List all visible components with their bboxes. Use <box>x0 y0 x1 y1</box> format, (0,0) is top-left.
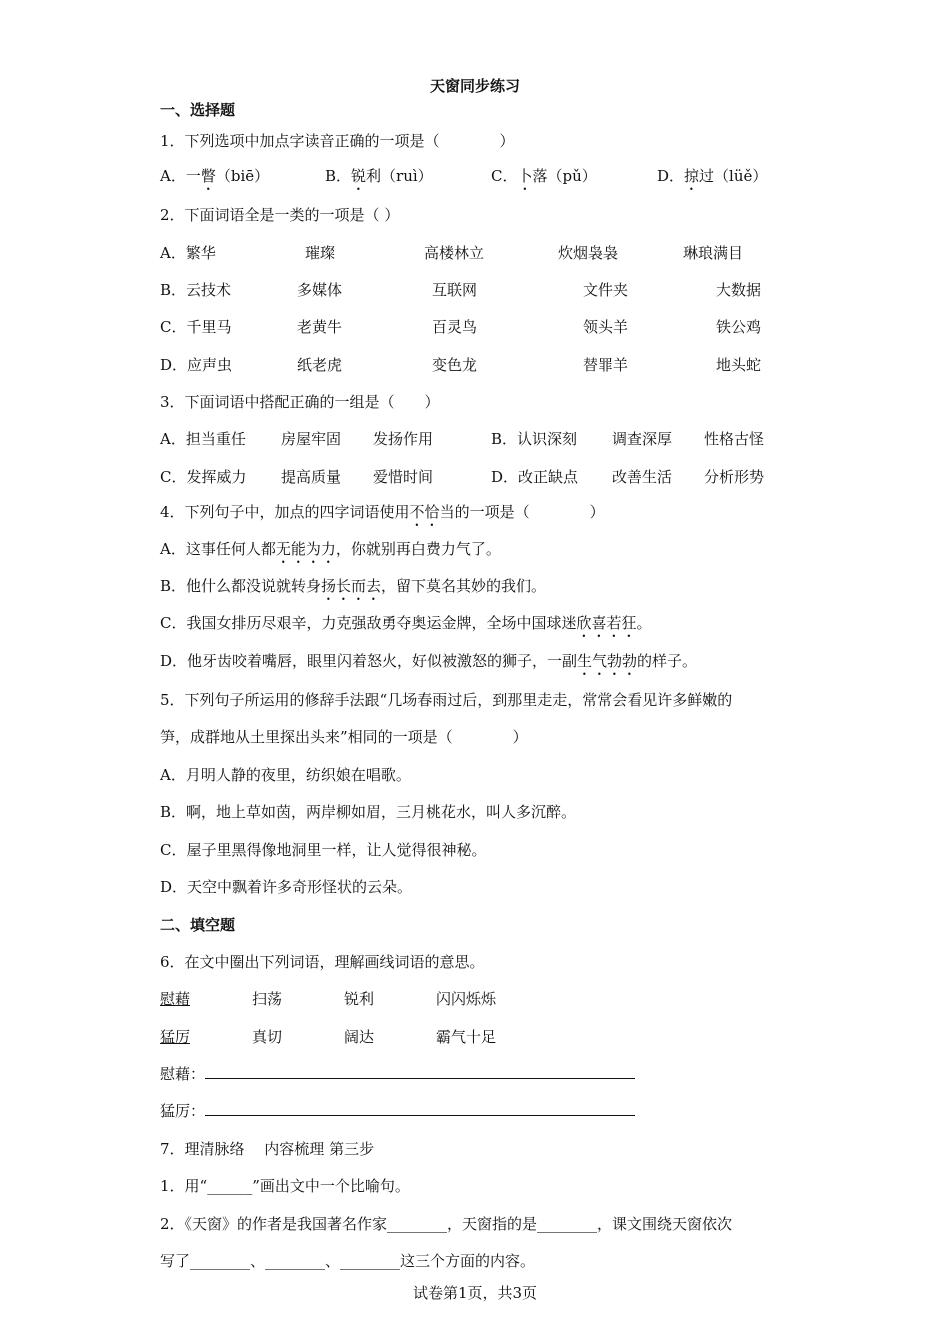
q2-row-d-col4: 替罪羊 <box>583 356 629 374</box>
stem-text: 当的一项是（ ） <box>439 503 605 521</box>
question-1-option-a <box>160 166 269 194</box>
q2-row-c-col5: 铁公鸡 <box>716 318 762 336</box>
option-text: （biē） <box>215 167 270 185</box>
q3-row-2-col4: D．改正缺点 <box>491 468 579 486</box>
option-text: ，你就别再白费力气了。 <box>335 540 501 558</box>
dotted-text: 不恰 <box>409 503 440 521</box>
q2-row-a-col5: 琳琅满目 <box>683 244 744 262</box>
option-text: 利（ruì） <box>366 167 433 185</box>
q2-row-c-col2: 老黄牛 <box>297 318 343 336</box>
question-3-stem: 3．下面词语中搭配正确的一组是（ ） <box>160 393 440 411</box>
q2-row-a-col2: 璀璨 <box>305 244 336 262</box>
dotted-char: 锐 <box>351 167 367 185</box>
q2-row-d-col1: D．应声虫 <box>160 356 233 374</box>
q2-row-a-col3: 高楼林立 <box>424 244 485 262</box>
q3-row-2-col6: 分析形势 <box>704 468 765 486</box>
q2-row-c-col1: C．千里马 <box>160 318 232 336</box>
q6-word: 真切 <box>252 1028 283 1046</box>
q3-row-2-col2: 提高质量 <box>281 468 342 486</box>
q2-row-a-col4: 炊烟袅袅 <box>558 244 619 262</box>
question-1-stem: 1．下列选项中加点字读音正确的一项是（ ） <box>160 132 515 150</box>
q6-word: 扫荡 <box>252 990 283 1008</box>
q3-row-1-col6: 性格古怪 <box>704 430 765 448</box>
page-title: 天窗同步练习 <box>429 77 520 95</box>
dotted-char: 掠 <box>684 167 700 185</box>
option-text: ，留下莫名其妙的我们。 <box>381 577 547 595</box>
question-4-option-a <box>160 539 501 567</box>
q2-row-b-col1: B．云技术 <box>160 281 232 299</box>
q3-row-2-col5: 改善生活 <box>612 468 673 486</box>
section-heading-choice: 一、选择题 <box>160 101 236 119</box>
q2-row-c-col3: 百灵鸟 <box>432 318 478 336</box>
option-text: 的样子。 <box>637 652 698 670</box>
q6-word: 闪闪烁烁 <box>436 990 497 1008</box>
answer-blank[interactable] <box>205 1101 635 1116</box>
answer-label: 猛厉： <box>160 1102 206 1120</box>
q2-row-b-col2: 多媒体 <box>297 281 343 299</box>
q2-row-c-col4: 领头羊 <box>583 318 629 336</box>
q2-row-b-col3: 互联网 <box>432 281 478 299</box>
option-text: C． <box>491 167 518 185</box>
question-5-option-d: D．天空中飘着许多奇形怪状的云朵。 <box>160 878 413 896</box>
question-4-option-c <box>160 613 652 641</box>
option-text: C．我国女排历尽艰辛，力克强敌勇夺奥运金牌，全场中国球迷 <box>160 614 577 632</box>
q6-word: 阔达 <box>344 1028 375 1046</box>
q3-row-1-col3: 发扬作用 <box>373 430 434 448</box>
option-text: 落（pǔ） <box>532 167 597 185</box>
q3-row-1-col4: B．认识深刻 <box>491 430 578 448</box>
q6-word-underlined-2: 猛厉 <box>160 1028 191 1046</box>
question-7-stem: 7．理清脉络 内容梳理 第三步 <box>160 1140 375 1158</box>
page-footer: 试卷第1页，共3页 <box>412 1284 538 1302</box>
question-7-sub-1: 1．用“______”画出文中一个比喻句。 <box>160 1177 410 1195</box>
question-1-option-c <box>491 166 597 194</box>
q3-row-1-col5: 调查深厚 <box>612 430 673 448</box>
option-text: B．他什么都没说就转身 <box>160 577 322 595</box>
answer-label: 慰藉： <box>160 1065 206 1083</box>
question-1-option-b <box>325 166 433 194</box>
question-5-stem-line2: 笋，成群地从土里探出头来”相同的一项是（ ） <box>160 728 528 746</box>
q6-word: 霸气十足 <box>436 1028 497 1046</box>
q2-row-a-col1: A．繁华 <box>160 244 216 262</box>
question-5-stem-line1: 5．下列句子所运用的修辞手法跟“几场春雨过后，到那里走走，常常会看见许多鲜嫩的 <box>160 691 733 709</box>
q2-row-d-col5: 地头蛇 <box>716 356 762 374</box>
option-text: 。 <box>636 614 652 632</box>
question-4-option-b <box>160 576 546 604</box>
q3-row-1-col1: A．担当重任 <box>160 430 246 448</box>
question-6-stem: 6．在文中圈出下列词语，理解画线词语的意思。 <box>160 953 485 971</box>
question-5-option-a: A．月明人静的夜里，纺织娘在唱歌。 <box>160 766 411 784</box>
option-text: D．他牙齿咬着嘴唇，眼里闪着怒火，好似被激怒的狮子，一副 <box>160 652 578 670</box>
question-4-option-d <box>160 651 697 679</box>
question-5-option-c: C．屋子里黑得像地洞里一样，让人觉得很神秘。 <box>160 841 487 859</box>
q3-row-2-col3: 爱惜时间 <box>373 468 434 486</box>
question-7-sub-2-line2: 写了________、________、________这三个方面的内容。 <box>160 1252 536 1270</box>
q3-row-1-col2: 房屋牢固 <box>281 430 342 448</box>
question-2-stem: 2．下面词语全是一类的一项是（ ） <box>160 206 400 224</box>
q6-answer-line-1 <box>160 1064 635 1084</box>
stem-text: 4．下列句子中，加点的四字词语使用 <box>160 503 410 521</box>
dotted-idiom: 扬长而去 <box>321 577 382 595</box>
question-1-option-d <box>657 166 767 194</box>
option-text: A．这事任何人都 <box>160 540 276 558</box>
option-text: D． <box>657 167 685 185</box>
option-text: 过（lüě） <box>699 167 768 185</box>
answer-blank[interactable] <box>205 1064 635 1079</box>
question-5-option-b: B．啊，地上草如茵，两岸柳如眉，三月桃花水，叫人多沉醉。 <box>160 803 577 821</box>
q2-row-d-col2: 纸老虎 <box>297 356 343 374</box>
dotted-idiom: 欣喜若狂 <box>576 614 637 632</box>
q3-row-2-col1: C．发挥威力 <box>160 468 247 486</box>
q2-row-b-col5: 大数据 <box>716 281 762 299</box>
option-text: B． <box>325 167 352 185</box>
q6-word-underlined-1: 慰藉 <box>160 990 191 1008</box>
dotted-char: 卜 <box>517 167 533 185</box>
dotted-idiom: 无能为力 <box>275 540 336 558</box>
q2-row-b-col4: 文件夹 <box>583 281 629 299</box>
section-heading-fill: 二、填空题 <box>160 916 236 934</box>
q6-answer-line-2 <box>160 1101 635 1121</box>
dotted-char: 瞥 <box>200 167 216 185</box>
q6-word: 锐利 <box>344 990 375 1008</box>
dotted-idiom: 生气勃勃 <box>577 652 638 670</box>
question-7-sub-2-line1: 2．《天窗》的作者是我国著名作家________，天窗指的是________，课文围绕天窗依次 <box>160 1215 733 1233</box>
question-4-stem <box>160 502 605 530</box>
q2-row-d-col3: 变色龙 <box>432 356 478 374</box>
option-text: A．一 <box>160 167 201 185</box>
